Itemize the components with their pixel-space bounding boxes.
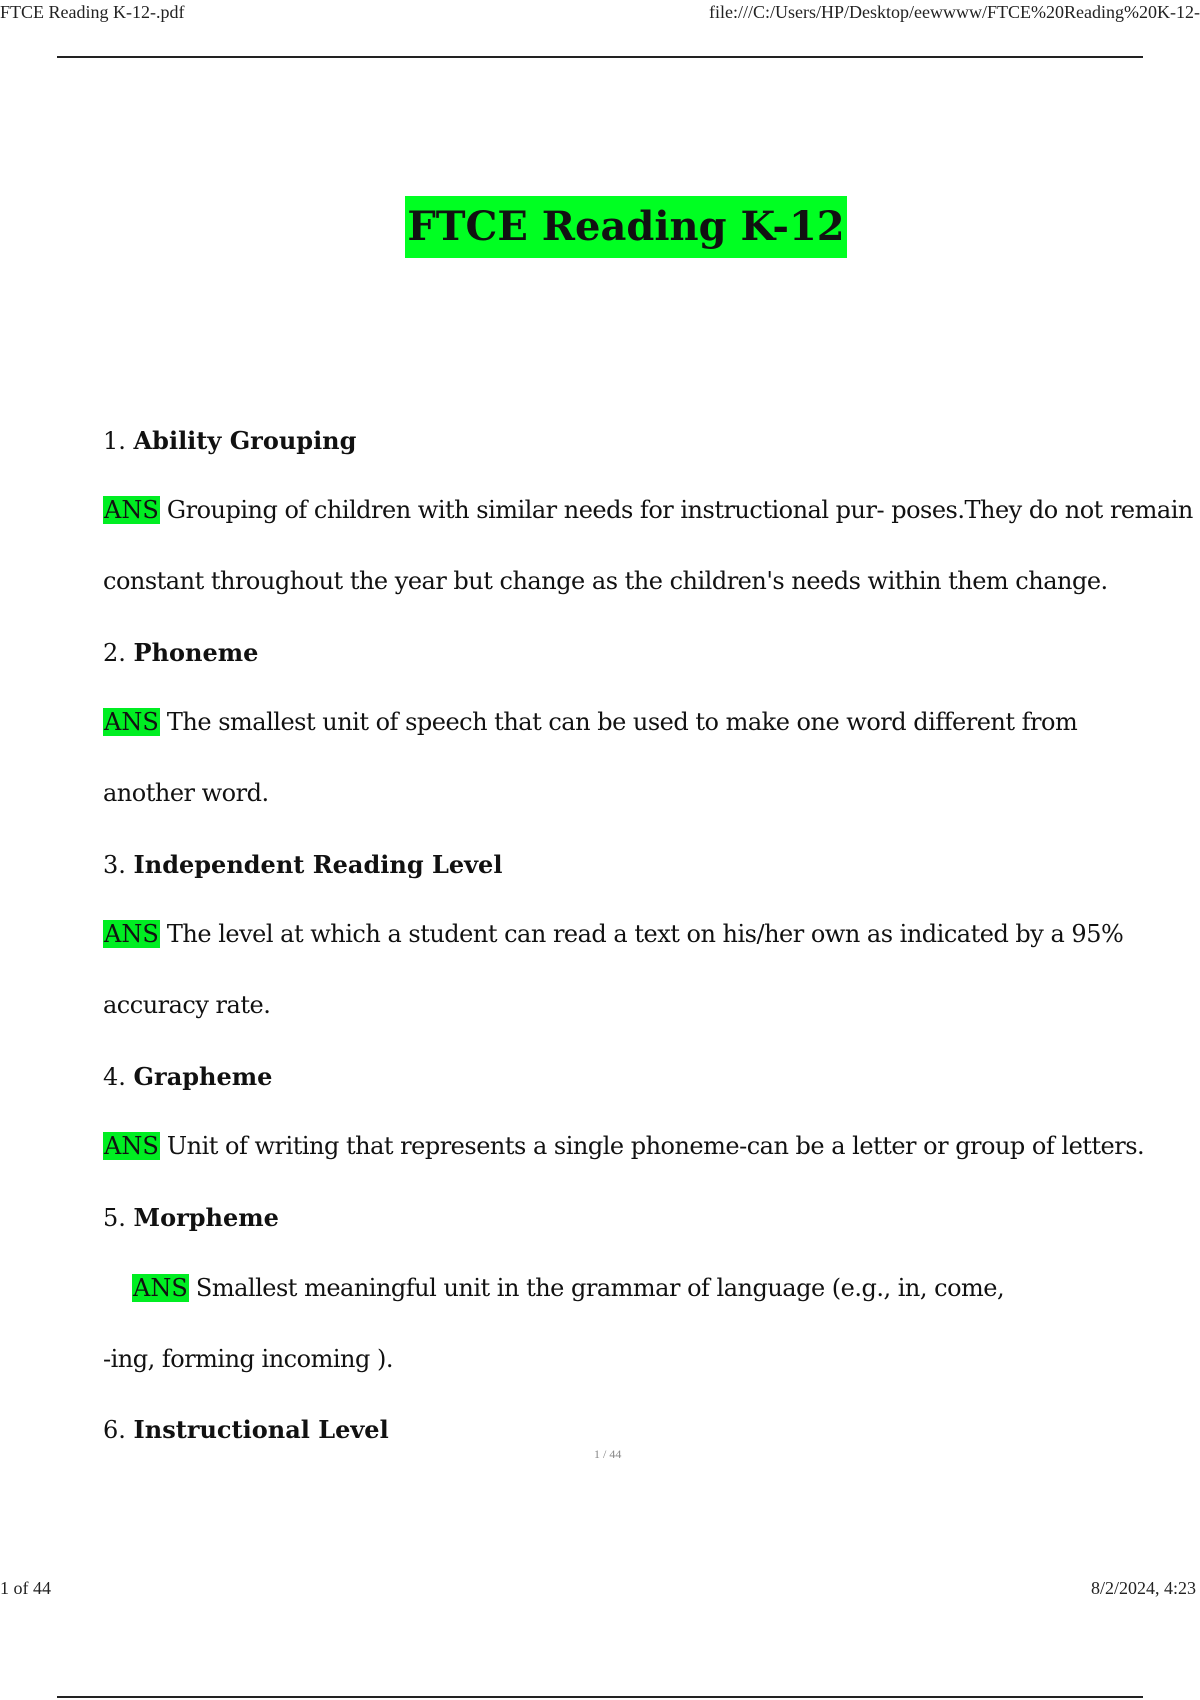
document-title [0,196,1200,258]
footer-timestamp: 8/2/2024, 4:23 [1090,1578,1196,1598]
answer-text: -ing, forming incoming ). [103,1345,393,1373]
print-header-file-url: file:///C:/Users/HP/Desktop/eewwww/FTCE%20Reading%20K-12- [709,2,1200,22]
term-2 [103,638,258,667]
answer-text: The level at which a student can read a text on his/her own as indicated by a 95% [166,920,1124,948]
term-number: 3. [103,851,126,879]
answer-text: another word. [103,779,269,807]
answer-4-line-1 [103,1132,1144,1160]
term-number: 2. [103,639,126,667]
print-header-doc-name: FTCE Reading K-12-.pdf [0,2,185,22]
answer-text: Unit of writing that represents a single phoneme-can be a letter or group of letters. [166,1132,1145,1160]
footer-divider [57,1696,1143,1698]
term-6 [103,1415,389,1444]
document-title-text: FTCE Reading K-12 [405,196,846,258]
term-number: 1. [103,427,126,455]
term-label: Instructional Level [133,1415,389,1444]
term-number: 6. [103,1416,126,1444]
answer-2-line-2 [103,779,269,807]
answer-text: The smallest unit of speech that can be used to make one word different from [166,708,1078,736]
ans-highlight: ANS [104,708,159,736]
answer-text: constant throughout the year but change as the children's needs within them change. [103,567,1108,595]
answer-3-line-1 [103,920,1123,948]
answer-1-line-2 [103,567,1108,595]
ans-highlight: ANS [104,496,159,524]
answer-3-line-2 [103,991,270,1019]
ans-highlight: ANS [133,1274,188,1302]
answer-2-line-1 [103,708,1077,736]
term-label: Morpheme [133,1203,279,1232]
answer-5-line-1 [132,1274,1004,1302]
term-label: Phoneme [133,638,259,667]
term-label: Grapheme [133,1062,273,1091]
term-3 [103,850,502,879]
term-4 [103,1062,272,1091]
answer-text: accuracy rate. [103,991,271,1019]
answer-1-line-1 [103,496,1193,524]
term-label: Ability Grouping [133,426,357,455]
term-1 [103,426,356,455]
footer-page-count: 1 of 44 [0,1578,51,1598]
answer-text: Smallest meaningful unit in the grammar of language (e.g., in, come, [195,1274,1005,1302]
term-number: 5. [103,1204,126,1232]
inner-page-marker: 1 / 44 [594,1447,622,1461]
answer-5-line-2 [103,1345,393,1373]
header-divider [57,56,1143,58]
ans-highlight: ANS [104,1132,159,1160]
term-number: 4. [103,1063,126,1091]
term-label: Independent Reading Level [133,850,503,879]
ans-highlight: ANS [104,920,159,948]
answer-text: Grouping of children with similar needs for instructional pur- poses.They do not remain [166,496,1193,524]
term-5 [103,1203,279,1232]
